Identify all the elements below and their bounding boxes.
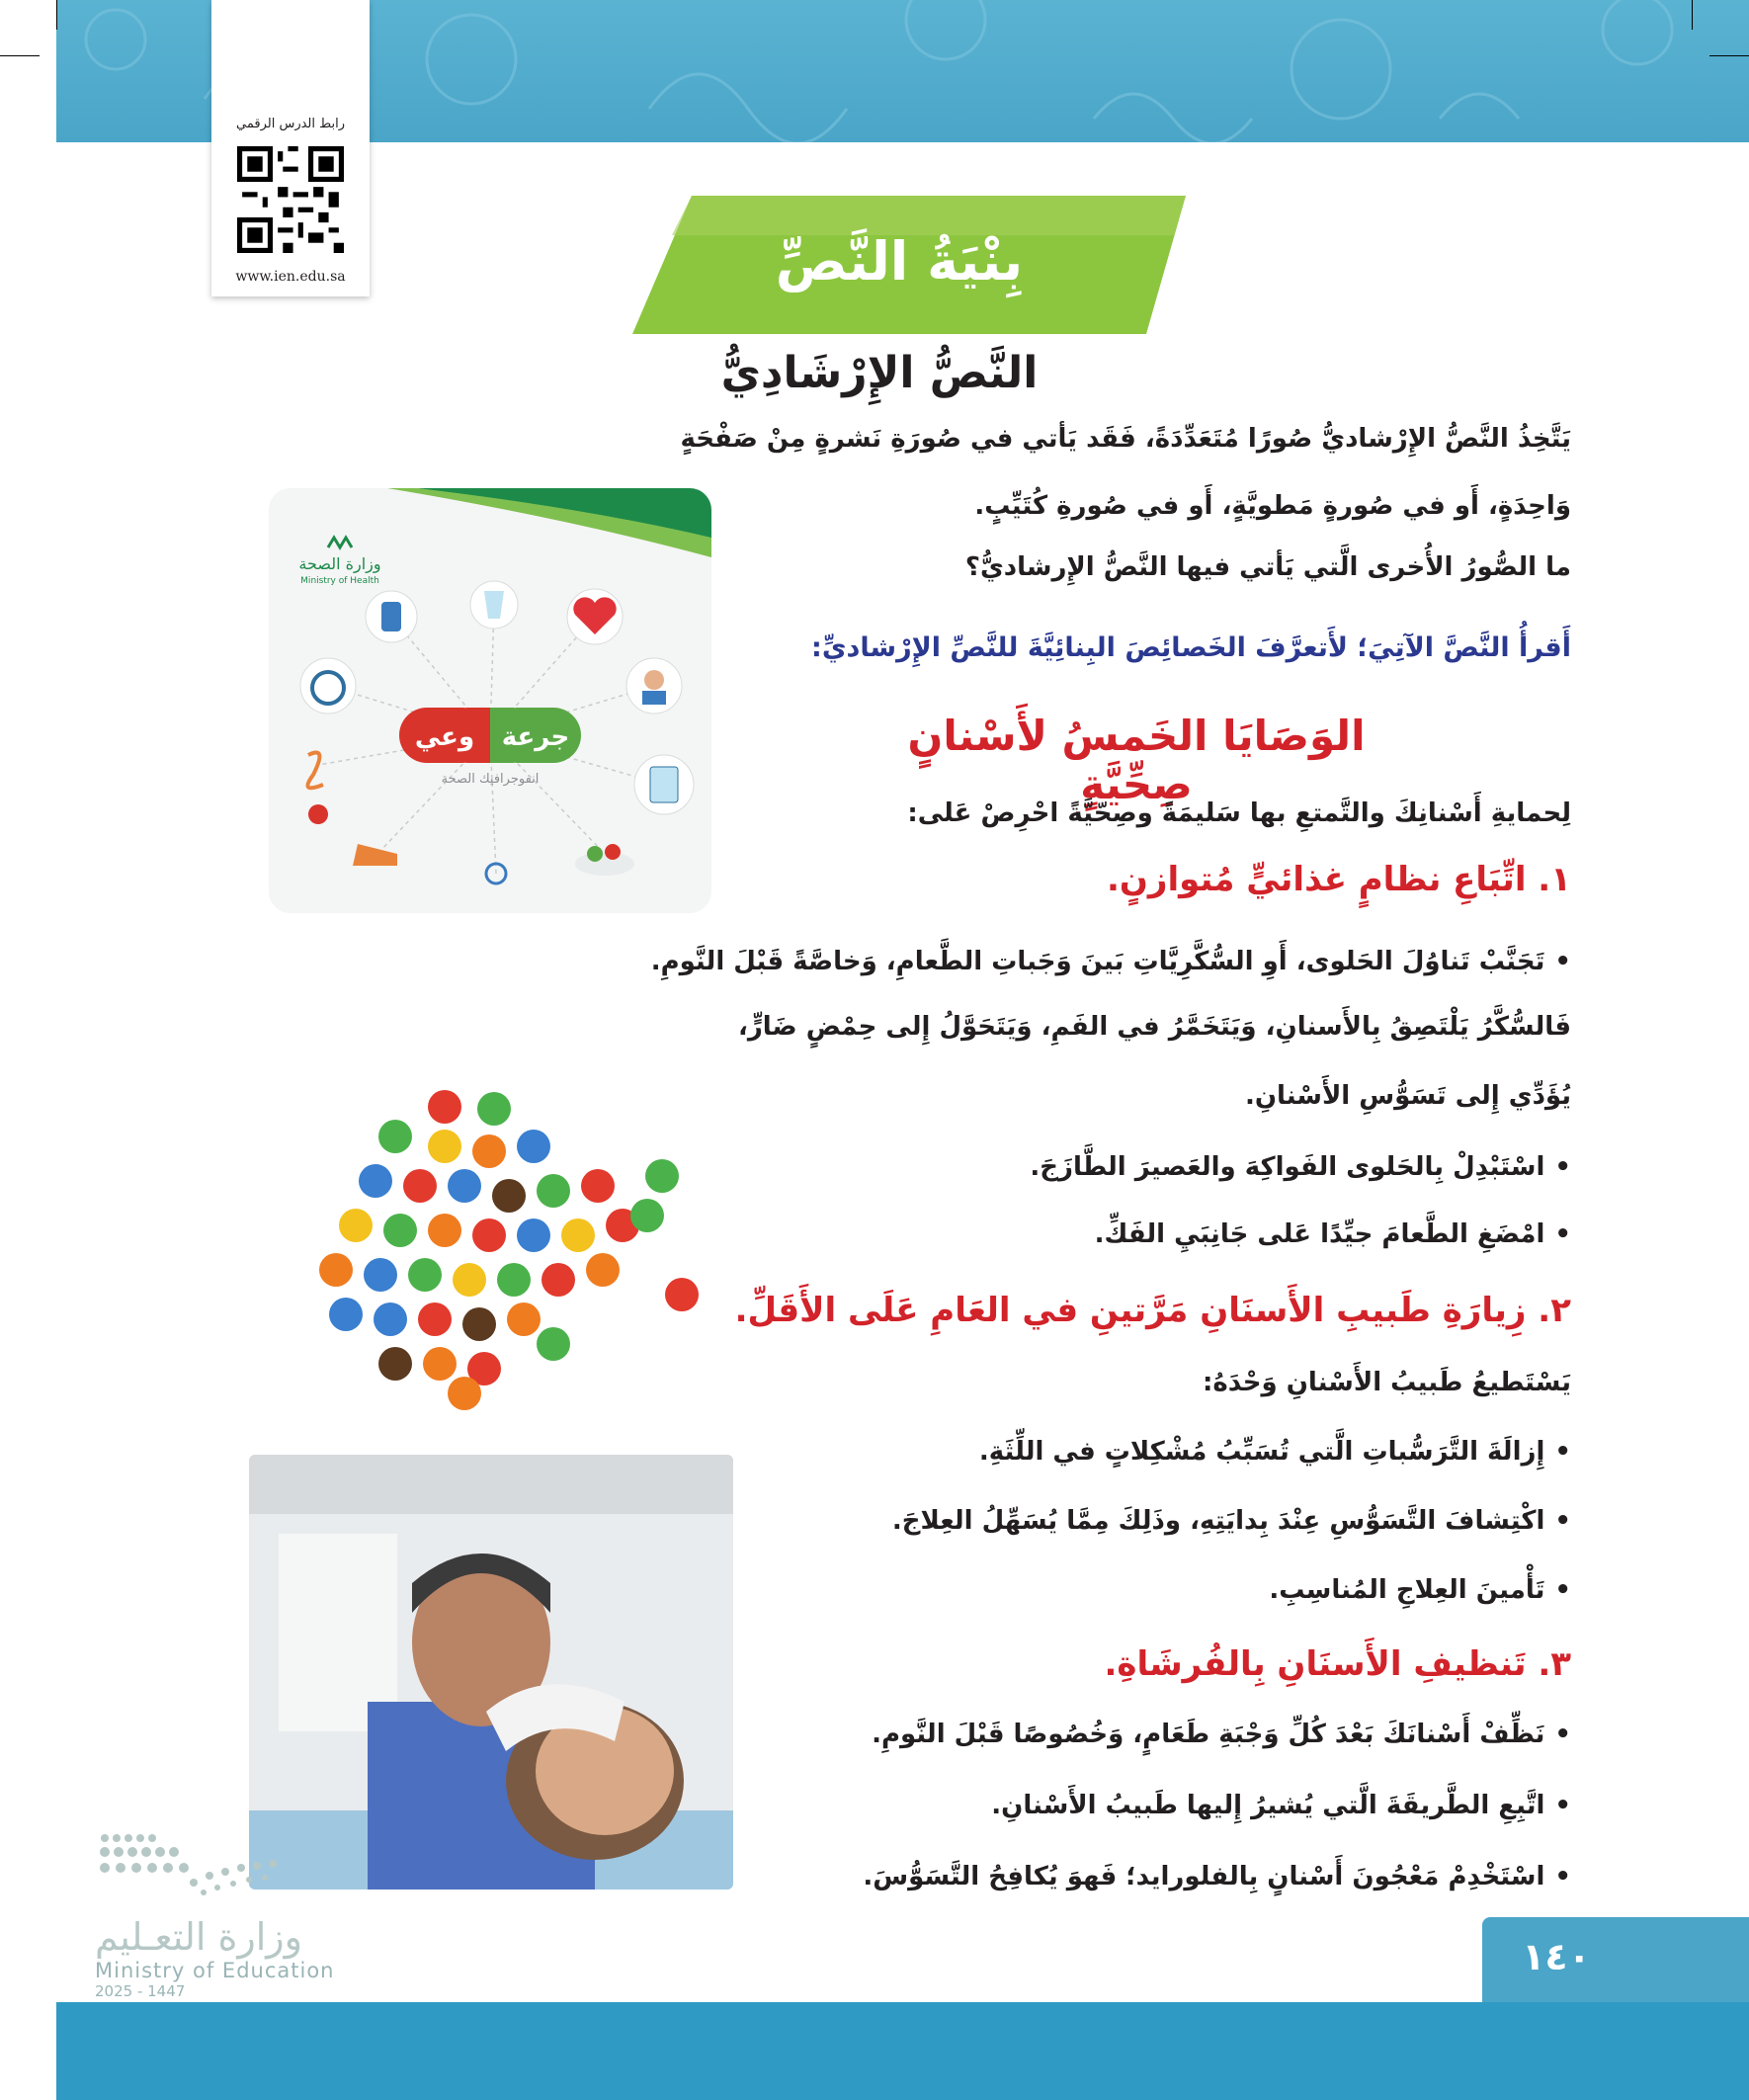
dna-icon [307,753,323,789]
health-infographic-card [269,488,711,913]
intro-line-2: وَاحِدَةٍ، أَو في صُورةٍ مَطويَّةٍ، أَو في صُورةِ كُتَيِّبٍ. [974,491,1571,521]
section-1-heading: ١. اتِّبَاعِ نظامٍ غذائيٍّ مُتوازنٍ. [1107,860,1571,899]
crop-mark [0,55,40,56]
section-2-bullet: • تَأْمينَ العِلاجِ المُناسِبِ. [761,1575,1571,1605]
svg-text:وزارة الصحة: وزارة الصحة [298,554,381,573]
intro-line-1: يَتَّخِذُ النَّصُّ الإِرْشاديُّ صُورًا مُتَعَدِّدَةً، فَقَد يَأتي في صُورَةِ نَشرةٍ مِنْ صَفْحَةٍ [680,424,1571,454]
reading-instruction: أَقرأُ النَّصَّ الآتِيَ؛ لأَتعرَّفَ الخَصائِصَ البِنائِيَّةَ للنَّصِّ الإِرْشاديِّ: [811,632,1571,663]
bottom-band [56,2002,1749,2100]
intro-question: ما الصُّورُ الأُخرى الَّتي يَأتي فيها النَّصُّ الإِرشاديُّ؟ [964,552,1571,582]
svg-text:Ministry of Health: Ministry of Health [300,576,379,586]
section-3-heading: ٣. تَنظيفِ الأَسنَانِ بِالفُرشَاةِ. [1104,1644,1571,1684]
qr-card[interactable] [211,0,370,296]
section-1-body-line: يُؤَدِّي إِلى تَسَوُّسِ الأَسْنانِ. [1244,1081,1571,1111]
section-1-bullet: • اسْتَبْدِلْ بِالحَلوى الفَواكِهَ والعَصيرَ الطَّازَجَ. [781,1152,1571,1182]
section-1-bullet: • امْضَغِ الطَّعامَ جيِّدًا عَلى جَانِبَيِ الفَكِّ. [781,1219,1571,1249]
lesson-title: بِنْيَةُ النَّصِّ [775,230,1024,293]
section-1-bullet: • تَجَنَّبْ تَناوُلَ الحَلوى، أَوِ السُّكَّرِيَّاتِ بَينَ وَجَباتِ الطَّعامِ، وَخاصَّةً قَبْلَ النَّومِ. [148,947,1571,976]
salad-icon [575,852,634,876]
section-2-bullet: • إِزالَةَ التَّرَسُّباتِ الَّتي تُسَبِّبُ مُشْكِلاتٍ في اللِّثَةِ. [761,1437,1571,1467]
qr-code-icon[interactable] [237,146,344,253]
main-heading: الوَصَايَا الخَمسُ لأَسْنانٍ صِحِّيَّةٍ [907,712,1366,808]
crop-mark [1692,0,1693,30]
section-subtitle: النَّصُّ الإِرْشَادِيُّ [720,348,1039,398]
qr-label: رابط الدرس الرقمي [236,117,345,131]
section-3-bullet: • اسْتَخْدِمْ مَعْجُونَ أَسْنانٍ بِالفلورايد؛ فَهوَ يُكافِحُ التَّسَوُّسَ. [761,1862,1571,1891]
edition-year: 2025 - 1447 [95,1982,186,2000]
ministry-of-health-logo [298,538,380,586]
section-2-body-line: يَسْتَطيعُ طَبيبُ الأَسْنانِ وَحْدَهُ: [1202,1368,1571,1397]
badge-left-text: وعي [414,722,475,752]
crop-mark [1709,55,1749,56]
sneaker-icon [353,844,397,866]
crop-mark [56,0,57,30]
lead-text: لِحمايةِ أَسْنانِكَ والتَّمتعِ بها سَليمَةً وصِحّيَّةً احْرِصْ عَلى: [907,798,1571,828]
section-3-bullet: • نَظِّفْ أَسْنانَكَ بَعْدَ كُلِّ وَجْبَةِ طَعَامٍ، وَخُصُوصًا قَبْلَ النَّومِ. [761,1720,1571,1749]
apple-icon [308,804,328,824]
badge-right-text: جرعة [501,722,570,752]
section-2-bullet: • اكْتِشافَ التَّسَوُّسِ عِنْدَ بِدايَتِهِ، وذَلِكَ مِمَّا يُسَهِّلُ العِلاجَ. [761,1506,1571,1536]
section-1-body-line: فَالسُّكَّرُ يَلْتَصِقُ بِالأَسنانِ، وَيَتَخَمَّرُ في الفَمِ، وَيَتَحَوَّلُ إِلى حِمْضٍ ضَارٍّ، [737,1012,1571,1042]
badge-subtitle: انفوجرافيك الصحة [441,772,540,787]
section-2-heading: ٢. زِيارَةِ طَبيبِ الأَسنَانِ مَرَّتينِ في العَامِ عَلَى الأَقَلِّ. [734,1291,1571,1330]
infographic-illustration [269,488,711,913]
moe-english-name: Ministry of Education [95,1959,335,1982]
page-number: ١٤٠ [1522,1935,1591,1978]
section-3-bullet: • اتَّبِعِ الطَّريقَةَ الَّتي يُشيرُ إِليها طَبيبُ الأَسْنانِ. [761,1791,1571,1820]
moe-arabic-name: وزارة التعـليم [95,1915,303,1959]
candy-photo [296,1087,731,1413]
qr-url[interactable]: www.ien.edu.sa [235,269,346,285]
